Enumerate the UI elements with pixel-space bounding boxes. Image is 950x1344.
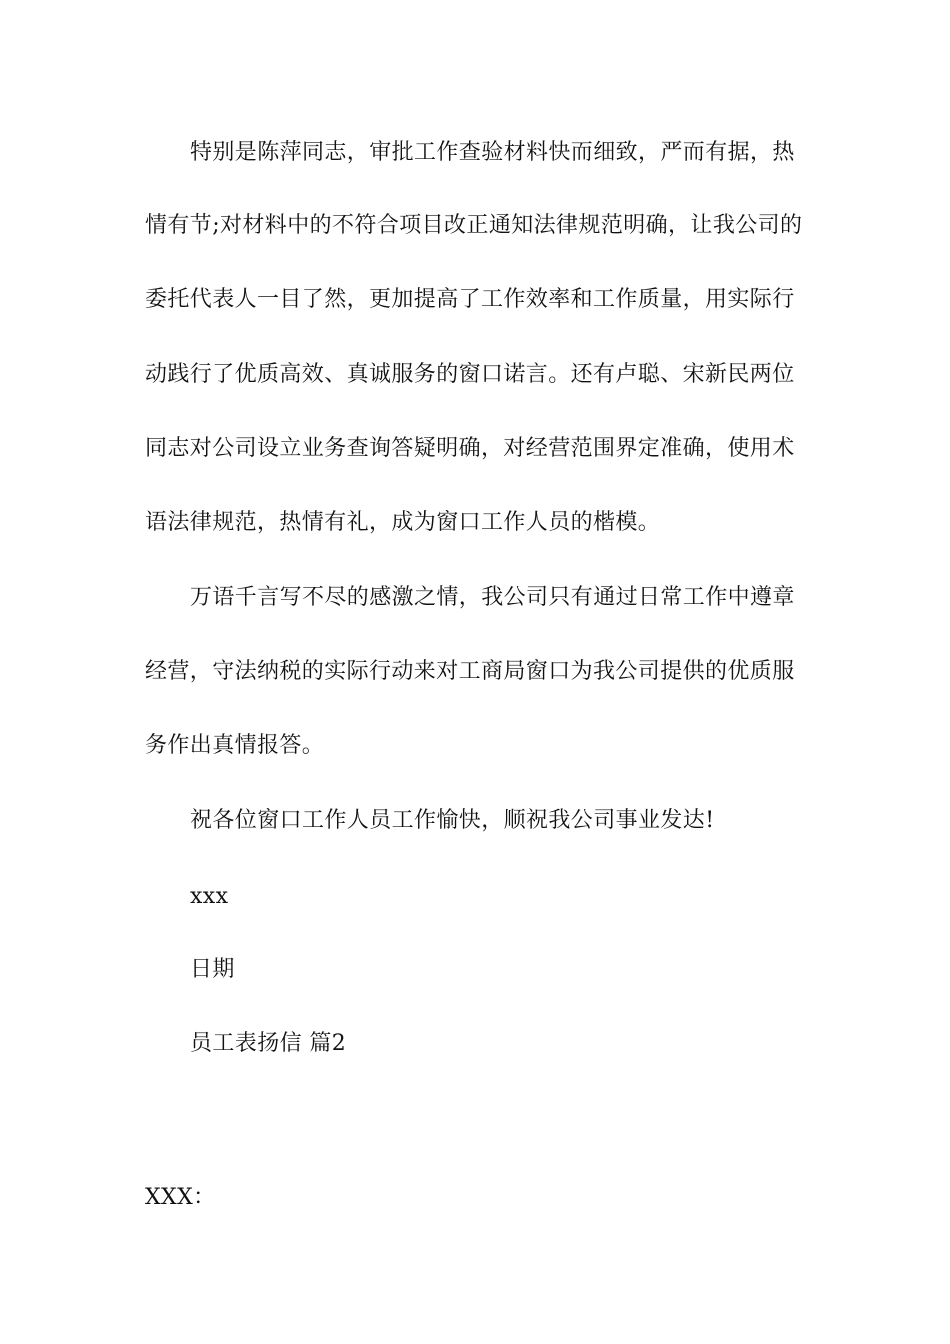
salutation: XXX： — [145, 1185, 216, 1210]
section-title: 员工表扬信 篇2 — [190, 1031, 347, 1056]
paragraph-line: 情有节;对材料中的不符合项目改正通知法律规范明确，让我公司的 — [145, 213, 803, 238]
paragraph-line: 语法律规范，热情有礼，成为窗口工作人员的楷模。 — [145, 510, 661, 535]
paragraph-line: 动践行了优质高效、真诚服务的窗口诺言。还有卢聪、宋新民两位 — [145, 362, 795, 387]
paragraph-line: 经营，守法纳税的实际行动来对工商局窗口为我公司提供的优质服 — [145, 659, 795, 684]
signature: xxx — [190, 884, 229, 909]
closing-wish: 祝各位窗口工作人员工作愉快，顺祝我公司事业发达! — [190, 808, 715, 833]
paragraph-line: 委托代表人一目了然，更加提高了工作效率和工作质量，用实际行 — [145, 287, 795, 312]
paragraph-line: 特别是陈萍同志，审批工作查验材料快而细致，严而有据，热 — [190, 140, 795, 165]
date-label: 日期 — [190, 957, 235, 982]
paragraph-line: 务作出真情报答。 — [145, 733, 325, 758]
paragraph-line: 万语千言写不尽的感激之情，我公司只有通过日常工作中遵章 — [190, 585, 795, 610]
paragraph-line: 同志对公司设立业务查询答疑明确，对经营范围界定准确，使用术 — [145, 436, 795, 461]
